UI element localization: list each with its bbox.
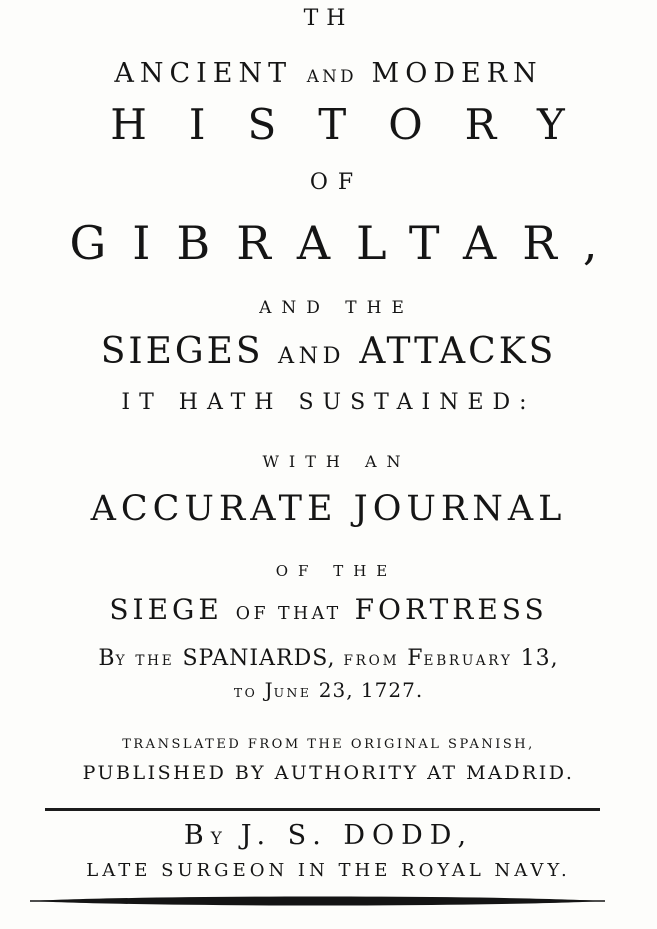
title-the-small: THE (135, 653, 175, 669)
title-modern: MODERN (371, 58, 543, 89)
title-february-day: 13, (520, 646, 559, 671)
title-late-surgeon: LATE SURGEON IN THE ROYAL NAVY. (86, 860, 571, 881)
title-and-the: AND THE (259, 298, 414, 318)
title-siege: SIEGE (109, 593, 223, 626)
thin-rule (45, 808, 600, 811)
title-fortress: FORTRESS (354, 593, 548, 626)
title-by-y: Y (115, 653, 128, 669)
title-with-an: WITH AN (262, 452, 411, 471)
title-accurate-journal: ACCURATE JOURNAL (90, 489, 567, 529)
title-june-date: 23, 1727. (318, 678, 424, 702)
title-ancient: ANCIENT (114, 58, 293, 89)
title-by-author-y: Y (210, 828, 226, 848)
title-february-rest: EBRUARY (423, 653, 513, 669)
title-sieges-and-attacks (0, 331, 657, 372)
title-attacks: ATTACKS (359, 331, 557, 372)
title-june-j: J (264, 678, 274, 702)
title-by-author (0, 822, 657, 849)
title-the-text: TH (303, 6, 354, 31)
title-it-hath-sustained: IT HATH SUSTAINED: (121, 390, 536, 415)
title-to: TO (233, 685, 258, 700)
title-gibraltar: GIBRALTAR, (69, 216, 624, 270)
title-by-the-spaniards (0, 648, 657, 670)
title-june-rest: UNE (273, 685, 312, 700)
title-ancient-and-modern (0, 60, 657, 87)
title-history: HISTORY (110, 100, 607, 149)
title-and-small: AND (306, 66, 357, 86)
title-the (0, 8, 657, 30)
title-and-small-2: AND (278, 343, 345, 369)
title-by-author-b: B (183, 820, 211, 851)
title-spaniards: SPANIARDS, (182, 646, 336, 671)
title-february-f: F (407, 646, 424, 671)
title-from: FROM (343, 653, 400, 669)
title-to-june (0, 680, 657, 700)
thick-swelled-rule (30, 893, 605, 909)
title-sieges: SIEGES (100, 331, 264, 372)
title-siege-of-that-fortress (0, 593, 657, 626)
title-translated: TRANSLATED FROM THE ORIGINAL SPANISH, (122, 737, 535, 752)
title-of-the: OF THE (275, 562, 398, 580)
title-by-b: B (98, 646, 116, 671)
title-of-that: OF THAT (235, 604, 342, 624)
title-author: J. S. DODD, (240, 820, 474, 851)
title-of: OF (309, 170, 364, 195)
title-published: PUBLISHED BY AUTHORITY AT MADRID. (82, 762, 575, 784)
